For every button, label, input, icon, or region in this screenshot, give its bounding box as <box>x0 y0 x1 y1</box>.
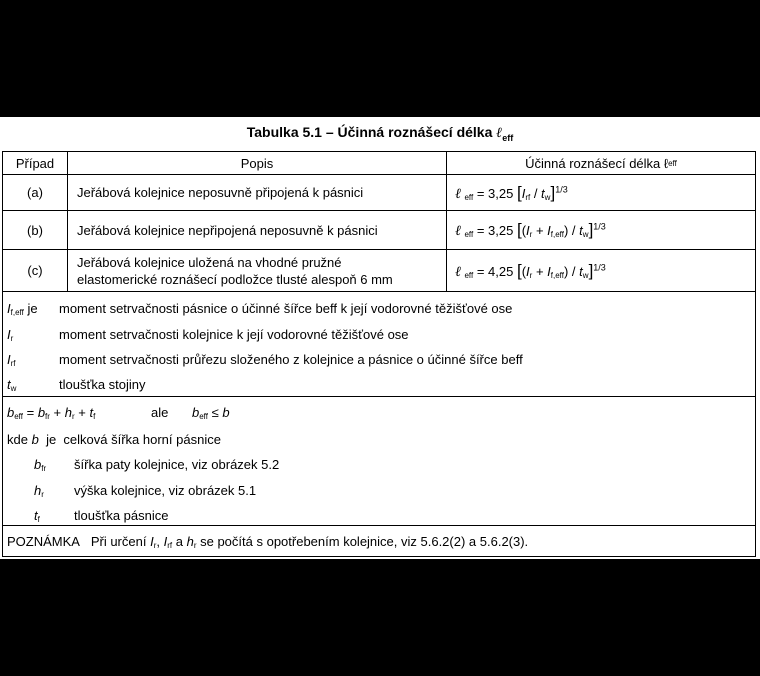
table-title: Tabulka 5.1 – Účinná roznášecí délka ℓ$_{eff}$ <box>246 124 514 143</box>
note: POZNÁMKA Při určení $I_r$, $I_{rf}$ a $h_r$ se počítá s opotřebením kolejnice, viz 5.6.2(2) a 5.6.2(3). <box>7 534 529 550</box>
def-text-ifeff: moment setrvačnosti pásnice o účinné šířce beff k její vodorovné těžišťové ose <box>59 301 513 316</box>
beff-text-tf: tloušťka pásnice <box>74 508 169 523</box>
document-page <box>0 117 760 559</box>
row-a-case: (a) <box>27 185 43 200</box>
beff-kde-line: kde b je celková šířka horní pásnice <box>7 432 221 447</box>
beff-symbol-hr: $h_r$ <box>34 483 44 499</box>
effective-length-table <box>2 151 756 557</box>
def-symbol-tw: $t_w$ <box>7 377 17 393</box>
def-text-irf: moment setrvačnosti průřezu složeného z kolejnice a pásnice o účinné šířce beff <box>59 352 523 367</box>
beff-condition: $b_{eff} \le b$ <box>192 405 230 421</box>
beff-text-bfr: šířka paty kolejnice, viz obrázek 5.2 <box>74 457 280 472</box>
beff-symbol-bfr: $b_{fr}$ <box>34 457 47 473</box>
header-case: Případ <box>15 155 55 171</box>
rule <box>3 396 755 397</box>
title-symbol: ℓ <box>496 126 503 141</box>
def-symbol-ir: $I_r$ <box>7 327 14 343</box>
beff-ale: ale <box>151 405 169 420</box>
rule <box>3 525 755 526</box>
row-a-formula: ℓ $_{eff}$ = 3,25 $[I_{rf} / t_w]^{1/3}$ <box>455 182 568 202</box>
header-length: Účinná roznášecí délka ℓ eff <box>525 155 677 171</box>
row-c-formula: ℓ $_{eff}$ = 4,25 $[(I_r + I_{f,eff}) / t_w]^{1/3}$ <box>455 260 606 280</box>
def-text-ir: moment setrvačnosti kolejnice k její vodorovné těžišťové ose <box>59 327 409 342</box>
rule <box>3 291 755 292</box>
beff-text-hr: výška kolejnice, viz obrázek 5.1 <box>74 483 257 498</box>
def-symbol-ifeff: $I_{f,eff}$ je <box>7 301 38 317</box>
row-c-description-line1: Jeřábová kolejnice uložená na vhodné pružné <box>77 255 342 270</box>
row-c-case: (c) <box>27 263 43 278</box>
row-c-description-line2: elastomerické roznášecí podložce tlusté alespoň 6 mm <box>77 272 393 287</box>
beff-equation: $b_{eff} = b_{fr} + h_r + t_f$ <box>7 405 96 421</box>
header-description: Popis <box>240 155 274 171</box>
row-b-description: Jeřábová kolejnice nepřipojená neposuvně k pásnici <box>77 222 378 238</box>
row-b-case: (b) <box>27 222 43 238</box>
beff-symbol-tf: $t_f$ <box>34 508 40 524</box>
note-label: POZNÁMKA <box>7 534 80 549</box>
title-symbol-sub: eff <box>502 132 514 143</box>
row-b-formula: ℓ $_{eff}$ = 3,25 $[(I_r + I_{f,eff}) / t_w]^{1/3}$ <box>455 220 606 239</box>
def-text-tw: tloušťka stojiny <box>59 377 146 392</box>
def-symbol-irf: $I_{rf}$ <box>7 352 16 368</box>
row-a-description: Jeřábová kolejnice neposuvně připojená k pásnici <box>77 185 364 200</box>
